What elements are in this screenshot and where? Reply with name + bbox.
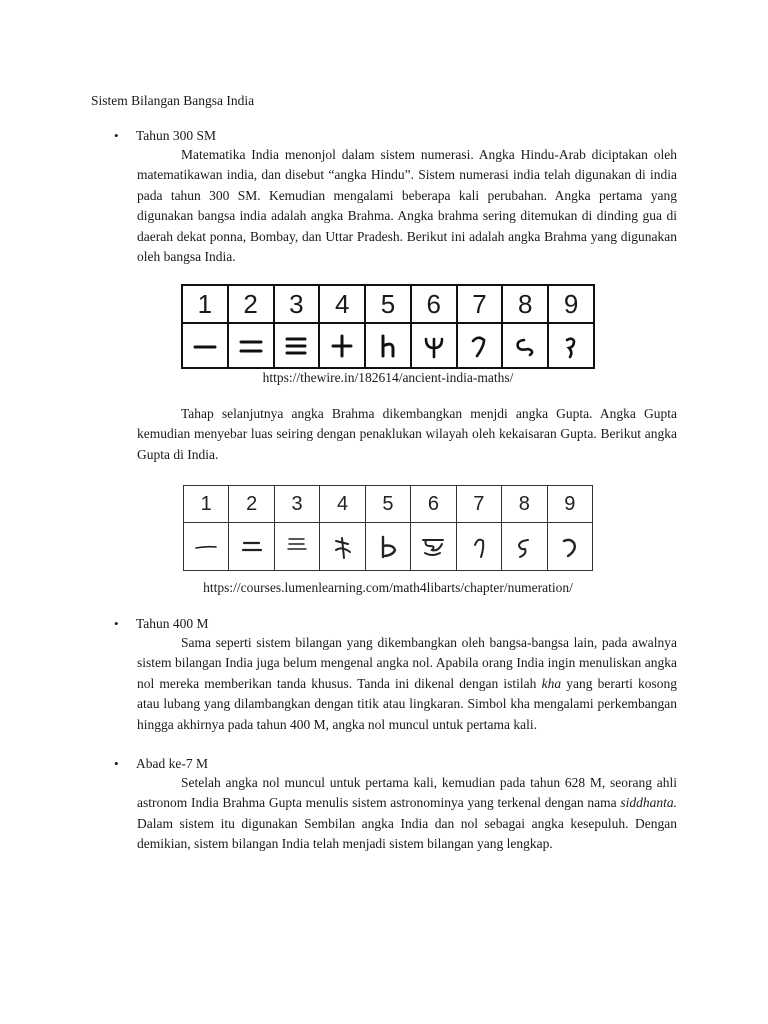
gupta-glyph-5 [365, 523, 410, 571]
gupta-glyph-9 [547, 523, 593, 571]
gupta-glyph-row [184, 523, 593, 571]
gupta-digit-7: 7 [456, 486, 501, 523]
paragraph-text: yang berarti kosong atau lubang yang dilambangkan dengan titik atau lingkaran. Simbol kha mengalami perkembangan hingga akhirnya pada tahun 400 M, angka nol muncul untuk pertama kali. [137, 675, 678, 732]
gupta-glyph-4 [320, 523, 365, 571]
paragraph-zero-kha [137, 633, 677, 735]
term-siddhanta: siddhanta. [620, 795, 677, 811]
brahma-glyph-row [182, 323, 594, 368]
gupta-digit-8: 8 [502, 486, 547, 523]
paragraph-text: Setelah angka nol muncul untuk pertama kali, kemudian pada tahun 628 M, seorang ahli astronom India Brahma Gupta menulis sistem astronominya yang terkenal dengan nama [137, 775, 677, 811]
section-heading-label: Abad ke-7 M [136, 756, 208, 771]
document-title: Sistem Bilangan Bangsa India [91, 93, 255, 108]
gupta-digit-3: 3 [274, 486, 319, 523]
bullet-icon: • [114, 128, 119, 143]
paragraph-text: Dalam sistem itu digunakan Sembilan angka India dan nol sebagai angka kesepuluh. Dengan demikian, sistem bilangan India telah menjadi sistem bilangan yang lengkap. [137, 815, 677, 852]
paragraph-siddhanta [137, 773, 677, 855]
paragraph-gupta-intro: Tahap selanjutnya angka Brahma dikembangkan menjdi angka Gupta. Angka Gupta kemudian menyebar luas seiring dengan penaklukan wilayah oleh kekaisaran Gupta. Berikut angka Gupta di India. [137, 406, 677, 462]
gupta-glyph-8 [502, 523, 547, 571]
paragraph-text: Sama seperti sistem bilangan yang dikembangkan oleh bangsa-bangsa lain, pada awalnya sistem bilangan India juga belum mengenal angka nol. Apabila orang India ingin menuliskan angka nol mereka memberikan tanda khusus. Tanda ini dikenal dengan istilah [137, 635, 677, 691]
bullet-icon: • [114, 616, 119, 631]
brahma-glyph-2 [228, 323, 274, 368]
brahma-glyph-7 [457, 323, 503, 368]
gupta-digit-4: 4 [320, 486, 365, 523]
gupta-numeral-table [183, 485, 593, 571]
paragraph-brahma-intro: Matematika India menonjol dalam sistem numerasi. Angka Hindu-Arab diciptakan oleh matematikawan india, dan disebut “angka Hindu”. Sistem numerasi india telah digunakan di india pada tahun 300 SM. Kemudian mengalami beberapa kali perubahan. Angka pertama yang digunakan bangsa india adalah angka Brahma. Angka brahma sering ditemukan di dinding gua di daerah dekat ponna, Bombay, dan Uttar Pradesh. Berikut ini adalah angka Brahma yang digunakan oleh bangsa India. [137, 147, 677, 265]
brahma-digit-3: 3 [274, 285, 320, 323]
brahma-digit-6: 6 [411, 285, 457, 323]
brahma-source-caption: https://thewire.in/182614/ancient-india-maths/ [262, 370, 514, 385]
brahma-glyph-5 [365, 323, 411, 368]
brahma-glyph-3 [274, 323, 320, 368]
section-heading-7th-century [114, 756, 208, 772]
gupta-digit-6: 6 [411, 486, 456, 523]
section-heading-300sm [114, 128, 217, 144]
gupta-glyph-2 [229, 523, 274, 571]
section-heading-label: Tahun 300 SM [136, 128, 217, 143]
gupta-digit-9: 9 [547, 486, 593, 523]
gupta-source-caption: https://courses.lumenlearning.com/math4libarts/chapter/numeration/ [203, 580, 573, 595]
brahma-glyph-1 [182, 323, 228, 368]
brahma-glyph-4 [319, 323, 365, 368]
gupta-glyph-6 [411, 523, 456, 571]
gupta-digit-2: 2 [229, 486, 274, 523]
gupta-glyph-7 [456, 523, 501, 571]
brahma-digit-1: 1 [182, 285, 228, 323]
brahma-digit-4: 4 [319, 285, 365, 323]
brahma-digit-7: 7 [457, 285, 503, 323]
brahma-glyph-8 [502, 323, 548, 368]
brahma-digit-row [182, 285, 594, 323]
brahma-glyph-9 [548, 323, 594, 368]
gupta-digit-5: 5 [365, 486, 410, 523]
section-heading-label: Tahun 400 M [136, 616, 209, 631]
gupta-glyph-3 [274, 523, 319, 571]
gupta-digit-1: 1 [184, 486, 229, 523]
brahma-digit-9: 9 [548, 285, 594, 323]
term-kha: kha [541, 675, 562, 691]
gupta-digit-row [184, 486, 593, 523]
brahma-digit-8: 8 [502, 285, 548, 323]
brahma-glyph-6 [411, 323, 457, 368]
gupta-glyph-1 [184, 523, 229, 571]
brahma-digit-2: 2 [228, 285, 274, 323]
brahma-digit-5: 5 [365, 285, 411, 323]
brahma-numeral-table [181, 284, 595, 369]
bullet-icon: • [114, 756, 119, 771]
section-heading-400m [114, 616, 209, 632]
